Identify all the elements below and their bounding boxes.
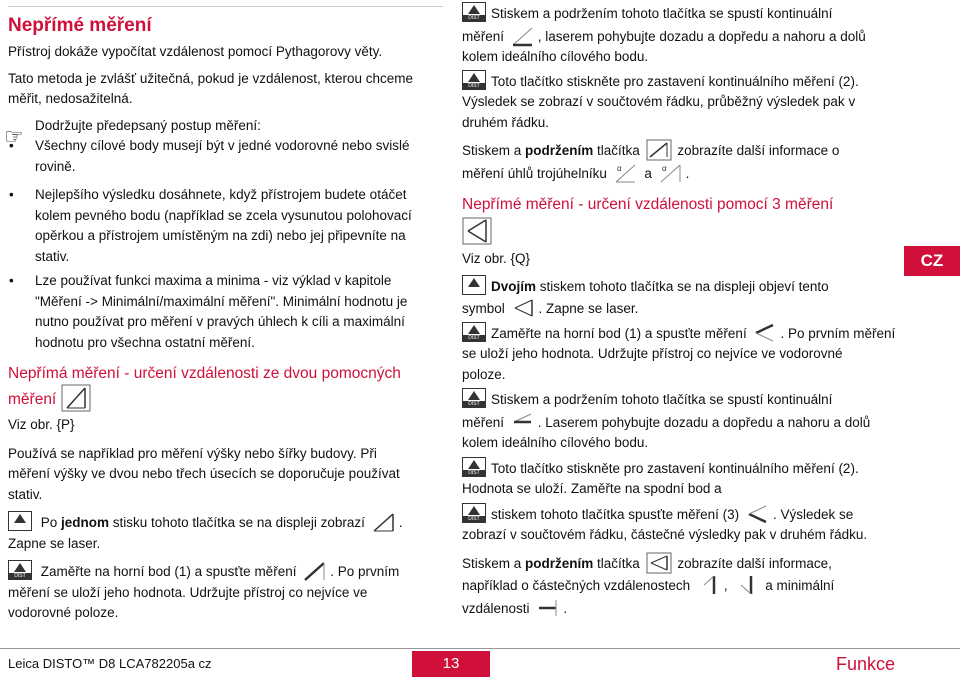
dist-key-icon: DIST <box>462 388 486 408</box>
step-info: Stiskem a podržením tlačítka zobrazíte další informace, <box>462 552 902 575</box>
page-number: 13 <box>412 651 490 677</box>
footer-section: Funkce <box>836 654 896 674</box>
body-text: vzdálenosti . <box>462 597 902 620</box>
bullet-text: opěrkou a přístrojem umístěným na zdi) nebo jej připevníte na <box>35 228 406 243</box>
bullet-item: • Nejlepšího výsledku dosáhnete, když přístrojem budete otáčet <box>8 185 443 206</box>
dist-key-icon: DIST <box>462 2 486 22</box>
step-function-key: Po jednom stisku tohoto tlačítka se na displeji zobrazí . <box>8 511 443 534</box>
body-text: Zapne se laser. <box>8 535 101 551</box>
body-text: Výsledek se zobrazí v součtovém řádku, průběžný výsledek pak v <box>462 94 856 109</box>
dist-key-icon: DIST <box>462 457 486 477</box>
body-text: například o částečných vzdálenostech , a minimální <box>462 574 902 597</box>
minimal-distance-icon <box>535 597 561 619</box>
section-title: Nepřímé měření - určení vzdálenosti pomocí 3 měření <box>462 196 834 213</box>
pointing-hand-icon: ☞ <box>4 123 24 149</box>
tip-heading: Dodržujte předepsaný postup měření: <box>35 117 261 133</box>
body-text: měření úhlů trojúhelníku α a α . <box>462 162 902 185</box>
body-text: kolem ideálního cílového bodu. <box>462 435 649 450</box>
body-text: měření , laserem pohybujte dozadu a dopředu a nahoru a dolů <box>462 25 902 48</box>
footer-divider <box>0 648 960 649</box>
body-text: vodorovné poloze. <box>8 605 119 620</box>
three-point-upper-icon <box>752 322 778 344</box>
step-continuous: DIST Stiskem a podržením tohoto tlačítka se spustí kontinuální <box>462 2 902 25</box>
body-text: měření se uloží jeho hodnota. Udržujte přístroj co nejvíce ve <box>8 584 368 600</box>
svg-text:α: α <box>661 163 667 173</box>
dist-key-icon: DIST <box>8 560 32 580</box>
step-function-key: Dvojím stiskem tohoto tlačítka se na displeji objeví tento <box>462 275 902 298</box>
three-point-lower-icon <box>745 503 771 525</box>
footer-product: Leica DISTO™ D8 LCA782205a cz <box>8 656 212 671</box>
body-text: druhém řádku. <box>462 114 550 130</box>
body-text: se uloží jeho hodnota. Udržujte přístroj co nejvíce ve vodorovné <box>462 346 843 361</box>
dist-key-icon: DIST <box>462 322 486 342</box>
three-point-icon <box>646 552 672 574</box>
svg-text:α: α <box>616 163 622 173</box>
step-measure-lower: DIST stiskem tohoto tlačítka spusťte měření (3) . Výsledek se <box>462 503 902 526</box>
pythagoras-upper-icon <box>302 560 328 582</box>
angle-alpha-icon <box>613 162 639 184</box>
pythagoras-icon <box>371 511 397 533</box>
body-text: zobrazí v součtovém řádku, částečné výsledky pak v druhém řádku. <box>462 527 868 542</box>
body-text: Používá se například pro měření výšky nebo šířky budovy. Při <box>8 445 377 461</box>
pythagoras-icon <box>646 139 672 161</box>
figure-reference: Viz obr. {P} <box>8 417 75 432</box>
function-key-icon <box>8 511 32 531</box>
dist-key-icon: DIST <box>462 503 486 523</box>
intro-text: Přístroj dokáže vypočítat vzdálenost pomocí Pythagorovy věty. <box>8 44 383 59</box>
three-point-middle-icon <box>510 411 536 433</box>
body-text: poloze. <box>462 366 506 382</box>
intro-text: měřit, nedosažitelná. <box>8 91 133 106</box>
body-text: Hodnota se uloží. Zaměřte na spodní bod a <box>462 481 722 496</box>
page-title: Nepřímé měření <box>8 6 443 37</box>
step-stop: DIST Toto tlačítko stiskněte pro zastavení kontinuálního měření (2). <box>462 457 902 480</box>
dist-key-icon: DIST <box>462 70 486 90</box>
bullet-text: hodnotu pro všechna ostatní měření. <box>35 334 255 350</box>
step-measure: DIST Zaměřte na horní bod (1) a spusťte měření . Po prvním <box>8 560 443 583</box>
bullet-item: • Všechny cílové body musejí být v jedné vodorovné nebo svislé <box>8 136 443 157</box>
bullet-text: stativ. <box>35 248 70 264</box>
step-info: Stiskem a podržením tlačítka zobrazíte další informace o <box>462 139 902 162</box>
section-title: měření <box>8 384 443 412</box>
intro-text: Tato metoda je zvlášť užitečná, pokud je vzdálenost, kterou chceme <box>8 70 414 86</box>
step-stop: DIST Toto tlačítko stiskněte pro zastavení kontinuálního měření (2). <box>462 70 902 93</box>
right-column <box>462 0 902 619</box>
body-text: kolem ideálního cílového bodu. <box>462 49 649 64</box>
body-text: měření . Laserem pohybujte dozadu a dopředu a nahoru a dolů <box>462 411 902 434</box>
bullet-text: nutno používat pro měření v pravých úhlech k cíli a maximální <box>35 314 405 329</box>
language-badge: CZ <box>904 246 960 276</box>
bullet-text: kolem pevného bodu (například se zcela vysunutou polohovací <box>35 207 412 223</box>
bullet-item: • Lze používat funkci maxima a minima - viz výklad v kapitole <box>8 271 443 292</box>
section-title: Nepřímá měření - určení vzdálenosti ze dvou pomocných <box>8 365 401 382</box>
body-text: stativ. <box>8 486 43 502</box>
pythagoras-icon <box>61 384 91 412</box>
page-footer <box>0 640 960 685</box>
left-column <box>4 0 443 624</box>
tip-block <box>4 116 443 354</box>
three-point-icon <box>462 217 492 245</box>
angle-beta-icon <box>658 162 684 184</box>
three-point-icon <box>511 297 537 319</box>
function-key-icon <box>462 275 486 295</box>
body-text: symbol . Zapne se laser. <box>462 297 902 320</box>
body-text: měření výšky ve dvou nebo třech úsecích se doporučuje používat <box>8 466 400 481</box>
bullet-text: "Měření -> Minimální/maximální měření". Minimální hodnotu je <box>35 293 408 309</box>
bullet-text: rovině. <box>35 158 76 174</box>
partial-distance-icon <box>696 574 722 596</box>
partial-distance-icon <box>733 574 759 596</box>
step-continuous: DIST Stiskem a podržením tohoto tlačítka se spustí kontinuální <box>462 388 902 411</box>
step-measure: DIST Zaměřte na horní bod (1) a spusťte měření . Po prvním měření <box>462 322 902 345</box>
pythagoras-lower-icon <box>510 25 536 47</box>
figure-reference: Viz obr. {Q} <box>462 251 531 266</box>
